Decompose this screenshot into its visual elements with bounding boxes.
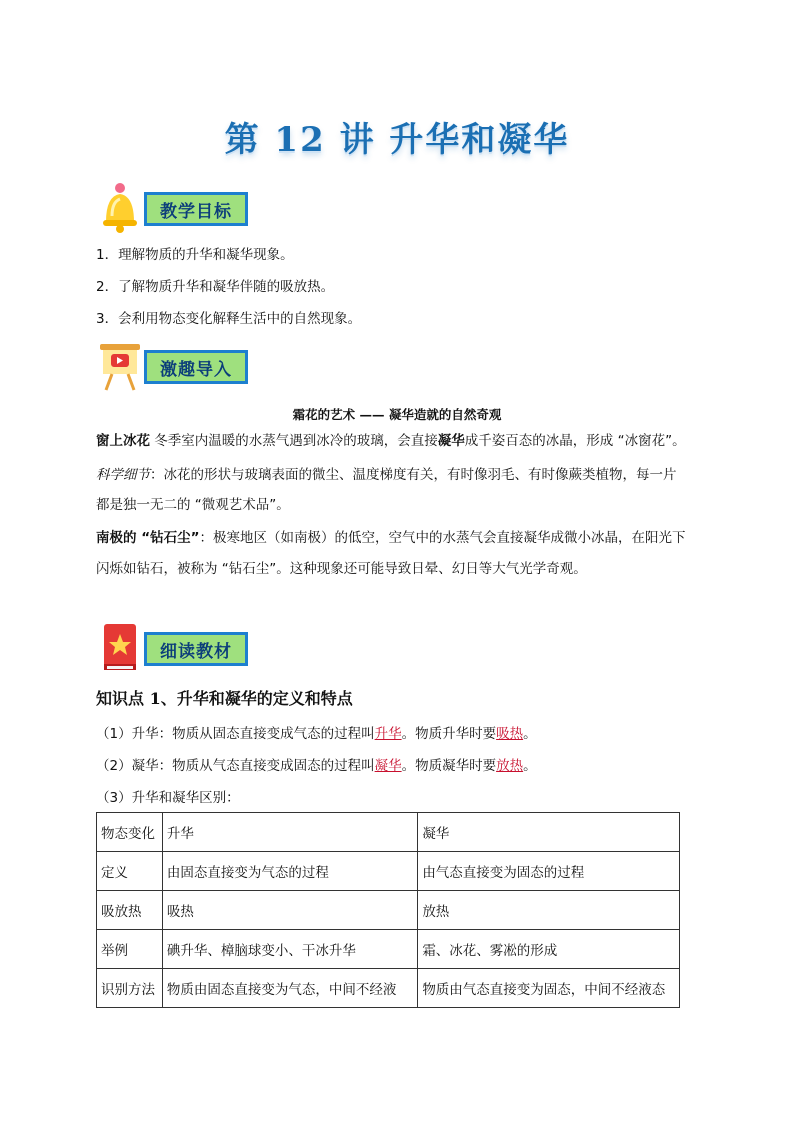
table-cell: 放热: [418, 891, 680, 930]
table-cell: 定义: [97, 852, 163, 891]
intro-paragraph-1: 窗上冰花 冬季室内温暖的水蒸气遇到冰冷的玻璃，会直接凝华成千姿百态的冰晶，形成 “冰窗花”。: [96, 433, 686, 449]
table-cell: 物质由气态直接变为固态，中间不经液态: [418, 969, 680, 1008]
goal-item-2: 2．了解物质升华和凝华伴随的吸放热。: [96, 279, 335, 295]
table-row: [97, 813, 680, 852]
table-cell: 举例: [97, 930, 163, 969]
table-row: [97, 969, 680, 1008]
answer-release-heat: 放热: [496, 758, 524, 774]
knowledge-line-1: （1）升华：物质从固态直接变成气态的过程叫升华。物质升华时要吸热。: [96, 726, 537, 742]
section-label-goals: 教学目标: [144, 192, 248, 226]
table-cell: 物质由固态直接变为气态，中间不经液: [162, 969, 417, 1008]
goal-item-3: 3．会利用物态变化解释生活中的自然现象。: [96, 311, 362, 327]
table-cell: 由气态直接变为固态的过程: [418, 852, 680, 891]
intro-subtitle: 霜花的艺术 —— 凝华造就的自然奇观: [292, 407, 502, 422]
section-label-intro: 激趣导入: [144, 350, 248, 384]
knowledge-line-2: （2）凝华：物质从气态直接变成固态的过程叫凝华。物质凝华时要放热。: [96, 758, 537, 774]
intro-paragraph-3: 南极的 “钻石尘”：极寒地区（如南极）的低空，空气中的水蒸气会直接凝华成微小冰晶，在阳光下: [96, 530, 686, 546]
table-row: [97, 852, 680, 891]
intro-p2-label: 科学细节: [96, 467, 150, 483]
table-cell: 凝华: [418, 813, 680, 852]
intro-paragraph-2: 科学细节：冰花的形状与玻璃表面的微尘、温度梯度有关，有时像羽毛、有时像蕨类植物，每一片: [96, 467, 677, 483]
intro-p3-label: 南极的 “钻石尘”: [96, 530, 200, 546]
answer-absorb-heat: 吸热: [496, 726, 524, 742]
intro-p1-label: 窗上冰花: [96, 433, 150, 449]
table-cell: 碘升华、樟脑球变小、干冰升华: [162, 930, 417, 969]
presentation-board-icon: [98, 340, 142, 392]
section-header-goals: [98, 182, 258, 234]
page-title: 第 12 讲 升华和凝华: [224, 120, 570, 160]
table-cell: 吸热: [162, 891, 417, 930]
answer-sublimation: 升华: [374, 726, 402, 742]
answer-deposition: 凝华: [374, 758, 402, 774]
section-header-textbook: [98, 622, 258, 674]
table-row: [97, 891, 680, 930]
knowledge-point-title: 知识点 1、升华和凝华的定义和特点: [96, 689, 353, 708]
comparison-table: [96, 812, 680, 1008]
table-cell: 霜、冰花、雾凇的形成: [418, 930, 680, 969]
table-cell: 识别方法: [97, 969, 163, 1008]
intro-paragraph-2-cont: 都是独一无二的 “微观艺术品”。: [96, 497, 290, 513]
table-cell: 由固态直接变为气态的过程: [162, 852, 417, 891]
section-header-intro: [98, 340, 258, 392]
table-cell: 升华: [162, 813, 417, 852]
intro-paragraph-3-cont: 闪烁如钻石，被称为 “钻石尘”。这种现象还可能导致日晕、幻日等大气光学奇观。: [96, 561, 587, 577]
section-label-textbook: 细读教材: [144, 632, 248, 666]
knowledge-line-3: （3）升华和凝华区别：: [96, 790, 240, 806]
table-cell: 吸放热: [97, 891, 163, 930]
goal-item-1: 1．理解物质的升华和凝华现象。: [96, 247, 294, 263]
table-cell: 物态变化: [97, 813, 163, 852]
table-row: [97, 930, 680, 969]
bell-icon: [98, 182, 142, 234]
book-star-icon: [98, 622, 142, 674]
